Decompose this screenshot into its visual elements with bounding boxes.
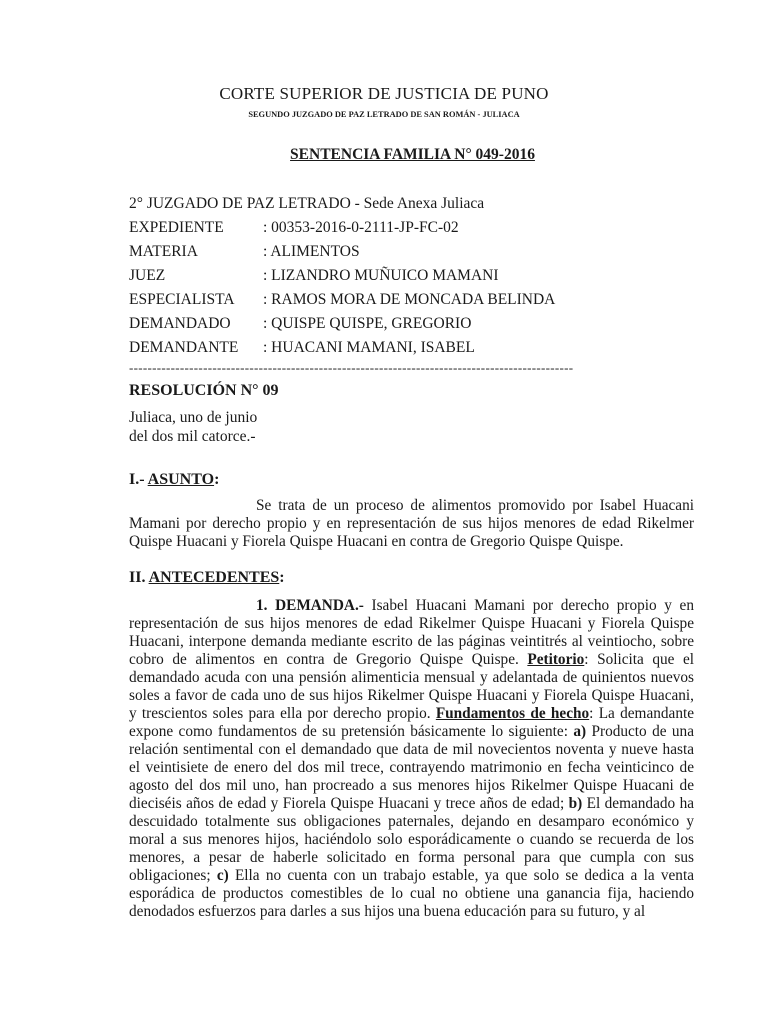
field-label: JUEZ <box>129 267 166 284</box>
item-a-text: Producto de una relación sentimental con el demandado que data de mil novecientos noventa y nueve hasta el veintisiete de enero del dos mil trece, contrayendo matrimonio en fecha veinticinco de agosto del dos mil uno, han procreado a sus menores hijos Rikelmer Quispe Huacani de dieciséis años de edad y Fiorela Quispe Huacani y trece años de edad; <box>129 723 694 812</box>
field-row-demandado <box>129 312 555 336</box>
item-c-text: Ella no cuenta con un trabajo estable, ya que solo se dedica a la venta esporádica de productos comestibles de lo cual no obtiene una ganancia fija, haciendo denodados esfuerzos para darles a sus hijos una buena educación para su futuro, y al <box>129 867 694 920</box>
court-name: CORTE SUPERIOR DE JUSTICIA DE PUNO <box>219 84 549 103</box>
field-label: DEMANDADO <box>129 315 231 332</box>
field-label: MATERIA <box>129 243 198 260</box>
field-row-demandante <box>129 336 555 360</box>
field-row-especialista <box>129 288 555 312</box>
separator-line: ------------------------------------------------------------------------------------------------ <box>129 360 574 375</box>
petitorio-text: : Solicita que el demandado acuda con una pensión alimenticia mensual y adelantada de quinientos nuevos soles a favor de cada uno de sus hijos Rikelmer Quispe Huacani y Fiorela Quispe Huacani, y trescientos soles para ella por derecho propio. <box>129 651 694 722</box>
field-value: : HUACANI MAMANI, ISABEL <box>263 339 475 356</box>
section-suffix: : <box>279 569 285 586</box>
place-date-line2: del dos mil catorce.- <box>129 428 256 445</box>
sentence-title: SENTENCIA FAMILIA N° 049-2016 <box>290 146 535 163</box>
asunto-paragraph <box>129 497 694 551</box>
section-heading-antecedentes <box>129 569 285 587</box>
field-value: : 00353-2016-0-2111-JP-FC-02 <box>263 219 459 236</box>
demanda-label: 1. DEMANDA.- <box>256 597 364 614</box>
field-value: : LIZANDRO MUÑUICO MAMANI <box>263 267 499 284</box>
field-row-materia <box>129 240 555 264</box>
item-c-label: c) <box>216 867 229 884</box>
section-number: II. <box>129 569 149 586</box>
place-date <box>129 408 257 446</box>
field-value: : ALIMENTOS <box>263 243 360 260</box>
demanda-paragraph <box>129 597 694 921</box>
field-value: : RAMOS MORA DE MONCADA BELINDA <box>263 291 556 308</box>
section-suffix: : <box>214 471 220 488</box>
fundamentos-label: Fundamentos de hecho <box>435 705 590 722</box>
item-a-label: a) <box>573 723 587 740</box>
demanda-text: Isabel Huacani Mamani por derecho propio y en representación de sus hijos menores de edad Rikelmer Quispe Huacani y Fiorela Quispe Huacani, interpone demanda mediante escrito de las páginas veintitrés al veintiocho, sobre cobro de alimentos en contra de Gregorio Quispe Quispe. <box>129 597 694 668</box>
resolution-number: RESOLUCIÓN N° 09 <box>129 382 279 399</box>
field-row-juez <box>129 264 555 288</box>
item-b-label: b) <box>568 795 583 812</box>
asunto-text: Se trata de un proceso de alimentos promovido por Isabel Huacani Mamani por derecho propio y en representación de sus hijos menores de edad Rikelmer Quispe Huacani y Fiorela Quispe Huacani en contra de Gregorio Quispe Quispe. <box>129 497 694 550</box>
petitorio-label: Petitorio <box>527 651 585 668</box>
case-header <box>129 192 555 360</box>
item-b-text: El demandado ha descuidado totalmente sus obligaciones paternales, dejando en desamparo económico y moral a sus menores hijos, haciéndolo solo esporádicamente o cuando se recuerda de los menores, a pesar de haberle solicitado en forma personal para que cumpla con sus obligaciones; <box>129 795 695 884</box>
field-value: : QUISPE QUISPE, GREGORIO <box>263 315 472 332</box>
place-date-line1: Juliaca, uno de junio <box>129 409 258 426</box>
section-heading-asunto <box>129 471 219 489</box>
field-label: DEMANDANTE <box>129 339 239 356</box>
field-row-expediente <box>129 216 555 240</box>
court-subtitle: SEGUNDO JUZGADO DE PAZ LETRADO DE SAN ROMÁN - JULIACA <box>248 110 520 119</box>
fundamentos-text: : La demandante expone como fundamentos de su pretensión básicamente lo siguiente: <box>129 705 695 740</box>
section-title: ANTECEDENTES <box>148 569 280 586</box>
field-label: EXPEDIENTE <box>129 219 224 236</box>
section-number: I.- <box>129 471 148 488</box>
field-label: ESPECIALISTA <box>129 291 235 308</box>
section-title: ASUNTO <box>147 471 215 488</box>
juzgado-line: 2° JUZGADO DE PAZ LETRADO - Sede Anexa Juliaca <box>129 195 485 212</box>
